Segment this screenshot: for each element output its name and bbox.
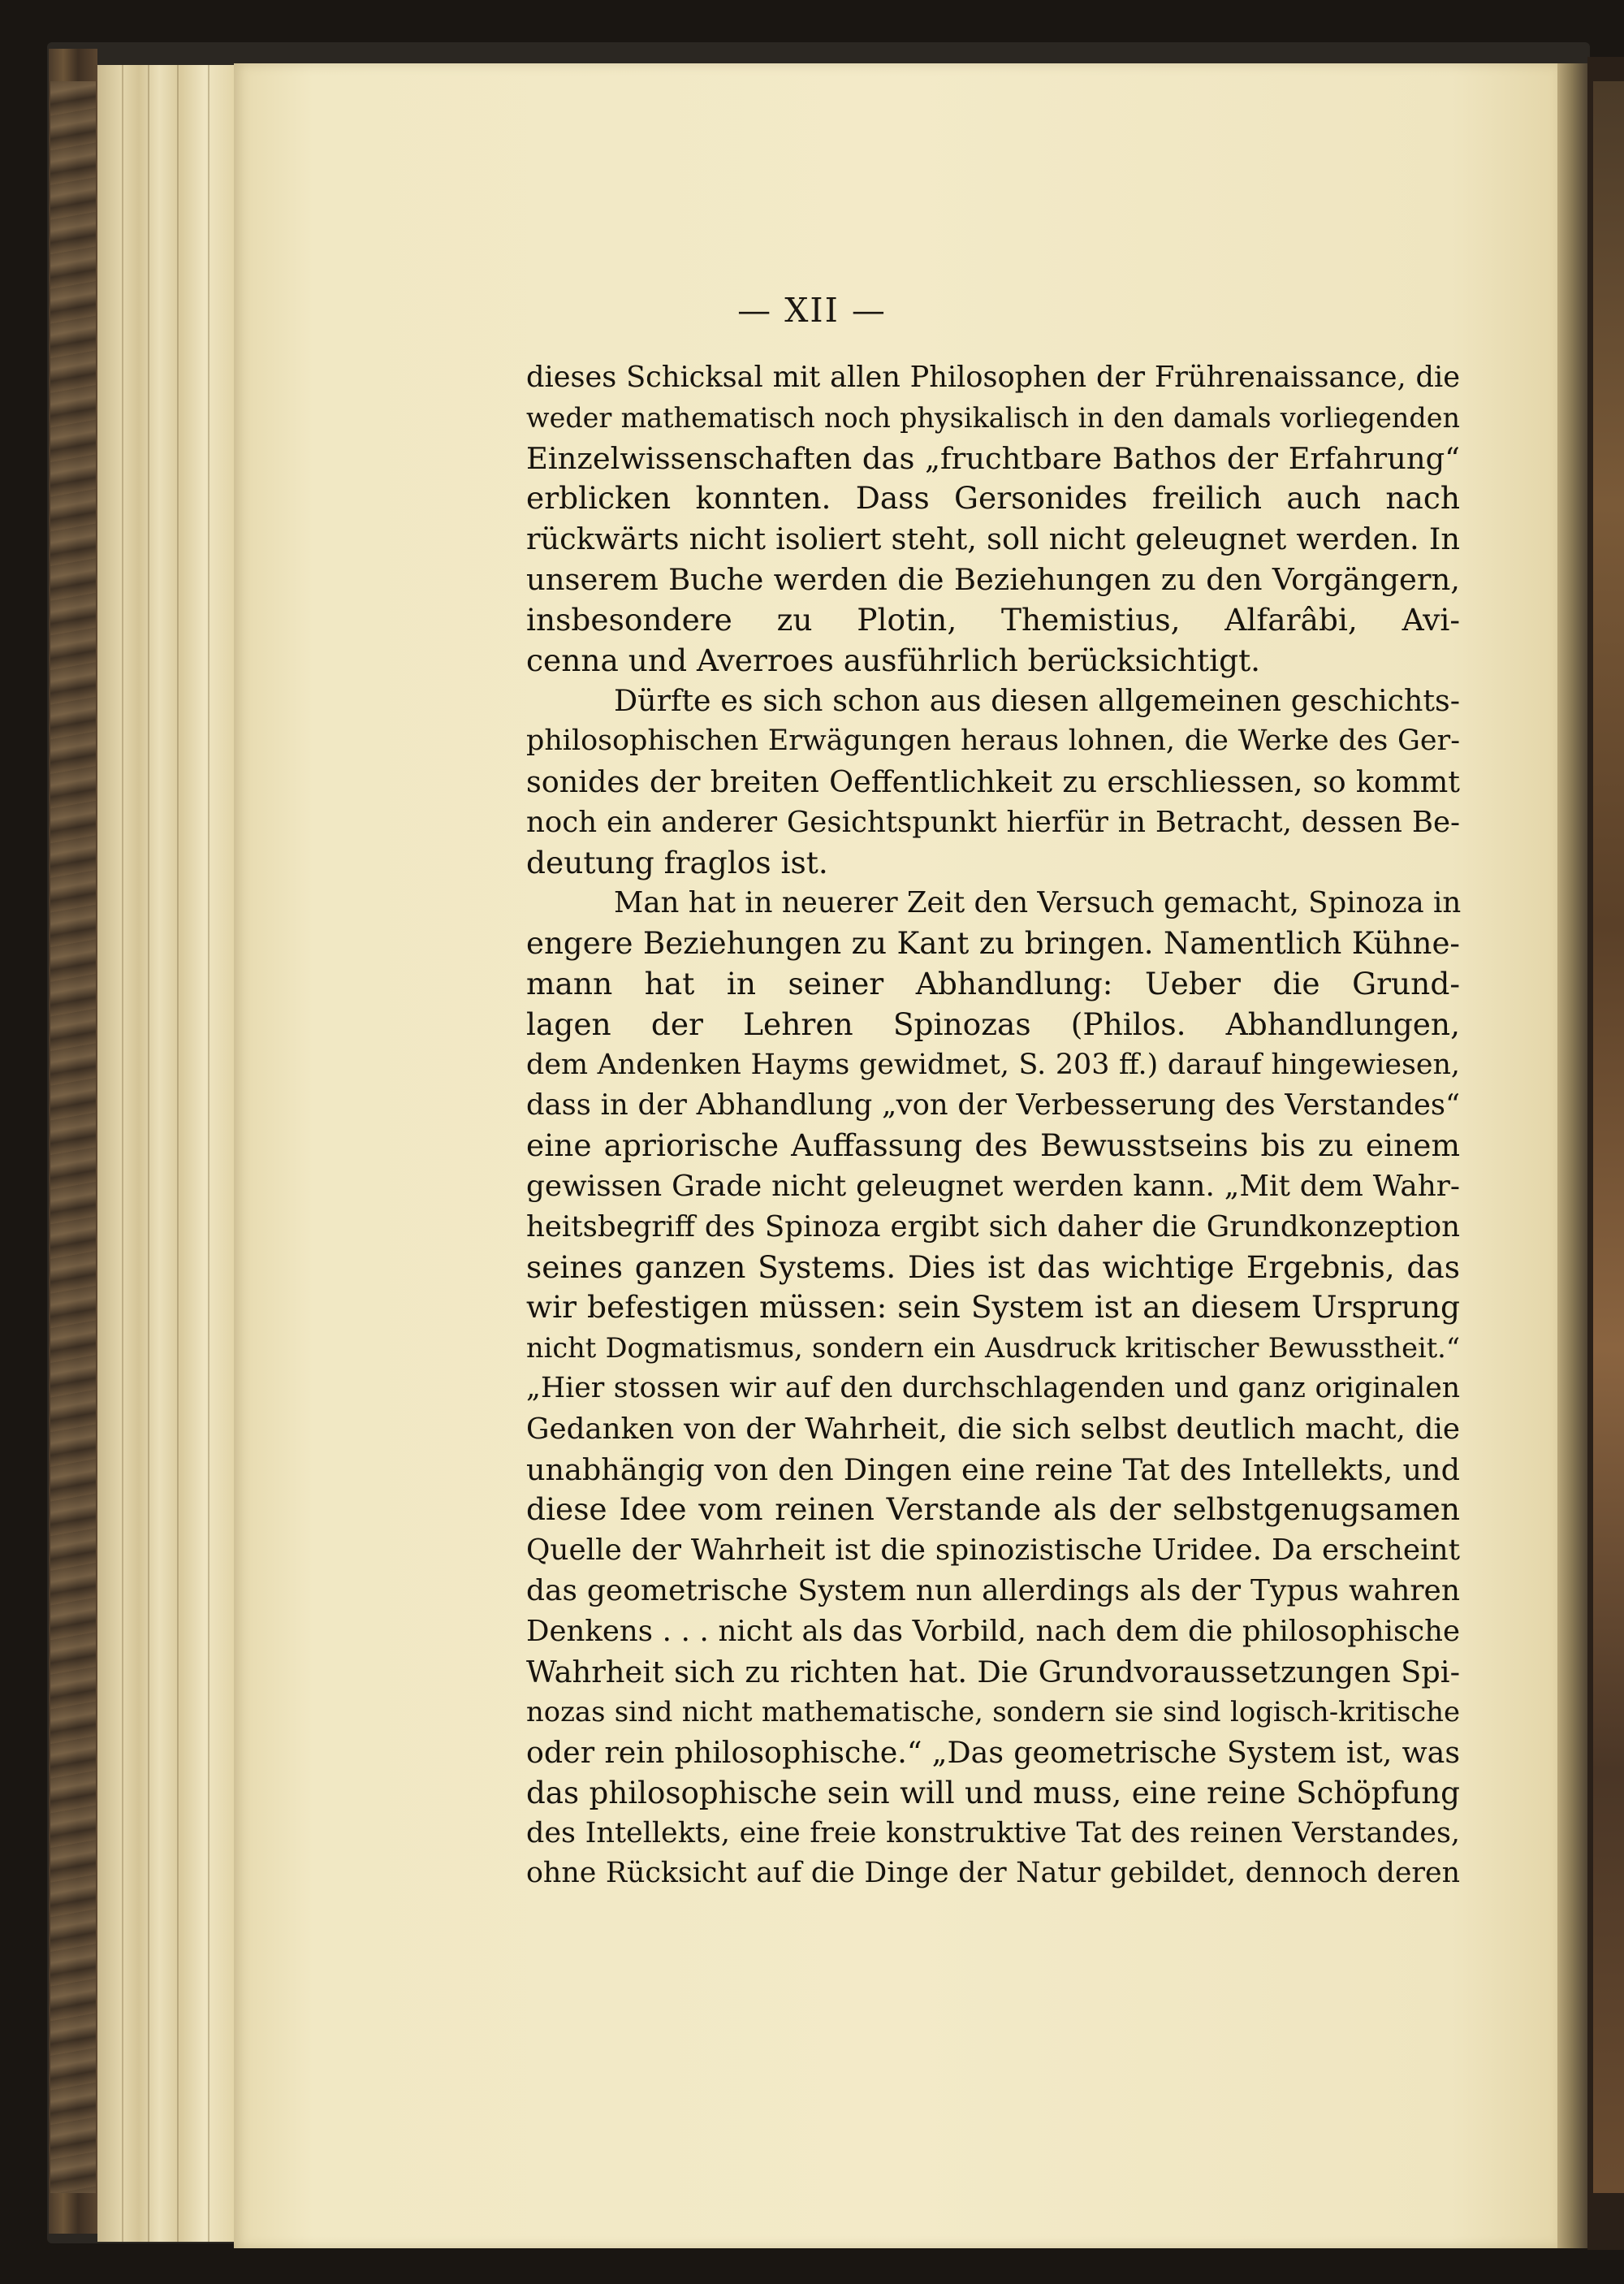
text-line: „Hier stossen wir auf den durchschlagenden und ganz originalen <box>526 1371 1460 1404</box>
text-line: mann hat in seiner Abhandlung: Ueber die Grund- <box>526 965 1460 1001</box>
text-line: ohne Rücksicht auf die Dinge der Natur gebildet, dennoch deren <box>526 1857 1460 1890</box>
back-cover-marbling <box>1593 81 1624 2193</box>
text-line: philosophischen Erwägungen heraus lohnen, die Werke des Ger- <box>526 725 1460 758</box>
text-line: seines ganzen Systems. Dies ist das wichtige Ergebnis, das <box>526 1248 1460 1285</box>
text-line: oder rein philosophische.“ „Das geometrische System ist, was <box>526 1735 1460 1771</box>
text-line: Denkens . . . nicht als das Vorbild, nach dem die philosophische <box>526 1614 1460 1648</box>
stacked-page-edges <box>97 65 235 2242</box>
text-line: deutung fraglos ist. <box>526 844 828 880</box>
text-line: diese Idee vom reinen Verstande als der selbstgenugsamen <box>526 1491 1460 1528</box>
text-line: cenna und Averroes ausführlich berücksichtigt. <box>526 642 1261 678</box>
text-line: engere Beziehungen zu Kant zu bringen. Namentlich Kühne- <box>526 925 1460 962</box>
text-line: lagen der Lehren Spinozas (Philos. Abhandlungen, <box>526 1006 1460 1042</box>
text-line: dass in der Abhandlung „von der Verbesserung des Verstandes“ <box>526 1088 1460 1123</box>
text-line: nicht Dogmatismus, sondern ein Ausdruck kritischer Bewusstheit.“ <box>526 1332 1460 1365</box>
text-line: nozas sind nicht mathematische, sondern sie sind logisch-kritische <box>526 1696 1460 1728</box>
text-line: Dürfte es sich schon aus diesen allgemeinen geschichts- <box>614 683 1460 719</box>
text-line: noch ein anderer Gesichtspunkt hierfür in Betracht, dessen Be- <box>526 805 1460 839</box>
text-line: Man hat in neuerer Zeit den Versuch gemacht, Spinoza in <box>614 886 1462 920</box>
text-line: rückwärts nicht isoliert steht, soll nicht geleugnet werden. In <box>526 521 1460 557</box>
body-text <box>526 357 1460 1894</box>
text-line: Wahrheit sich zu richten hat. Die Grundvoraussetzungen Spi- <box>526 1654 1460 1689</box>
text-line: Einzelwissenschaften das „fruchtbare Bathos der Erfahrung“ <box>526 440 1460 476</box>
text-line: eine apriorische Auffassung des Bewusstseins bis zu einem <box>526 1127 1460 1164</box>
text-line: unabhängig von den Dingen eine reine Tat des Intellekts, und <box>526 1451 1460 1487</box>
text-line: gewissen Grade nicht geleugnet werden kann. „Mit dem Wahr- <box>526 1169 1460 1203</box>
text-line: wir befestigen müssen: sein System ist an diesem Ursprung <box>526 1289 1460 1326</box>
text-line: das geometrische System nun allerdings als der Typus wahren <box>526 1573 1460 1607</box>
text-line: des Intellekts, eine freie konstruktive Tat des reinen Verstandes, <box>526 1816 1460 1849</box>
text-line: sonides der breiten Oeffentlichkeit zu erschliessen, so kommt <box>526 763 1460 799</box>
text-line: Gedanken von der Wahrheit, die sich selbst deutlich macht, die <box>526 1412 1460 1446</box>
text-line: unserem Buche werden die Beziehungen zu den Vorgängern, <box>526 561 1460 597</box>
marbled-binding <box>50 81 96 2193</box>
text-line: dieses Schicksal mit allen Philosophen der Frührenaissance, die <box>526 361 1460 394</box>
text-line: dem Andenken Hayms gewidmet, S. 203 ff.) darauf hingewiesen, <box>526 1048 1460 1081</box>
text-line: erblicken konnten. Dass Gersonides freilich auch nach <box>526 480 1460 517</box>
text-line: heitsbegriff des Spinoza ergibt sich daher die Grundkonzeption <box>526 1209 1460 1244</box>
page-number-header: — XII — <box>737 291 887 330</box>
text-line: insbesondere zu Plotin, Themistius, Alfarâbi, Avi- <box>526 601 1460 638</box>
text-line: das philosophische sein will und muss, eine reine Schöpfung <box>526 1774 1460 1810</box>
text-line: Quelle der Wahrheit ist die spinozistische Uridee. Da erscheint <box>526 1533 1460 1568</box>
text-line: weder mathematisch noch physikalisch in den damals vorliegenden <box>526 401 1460 434</box>
